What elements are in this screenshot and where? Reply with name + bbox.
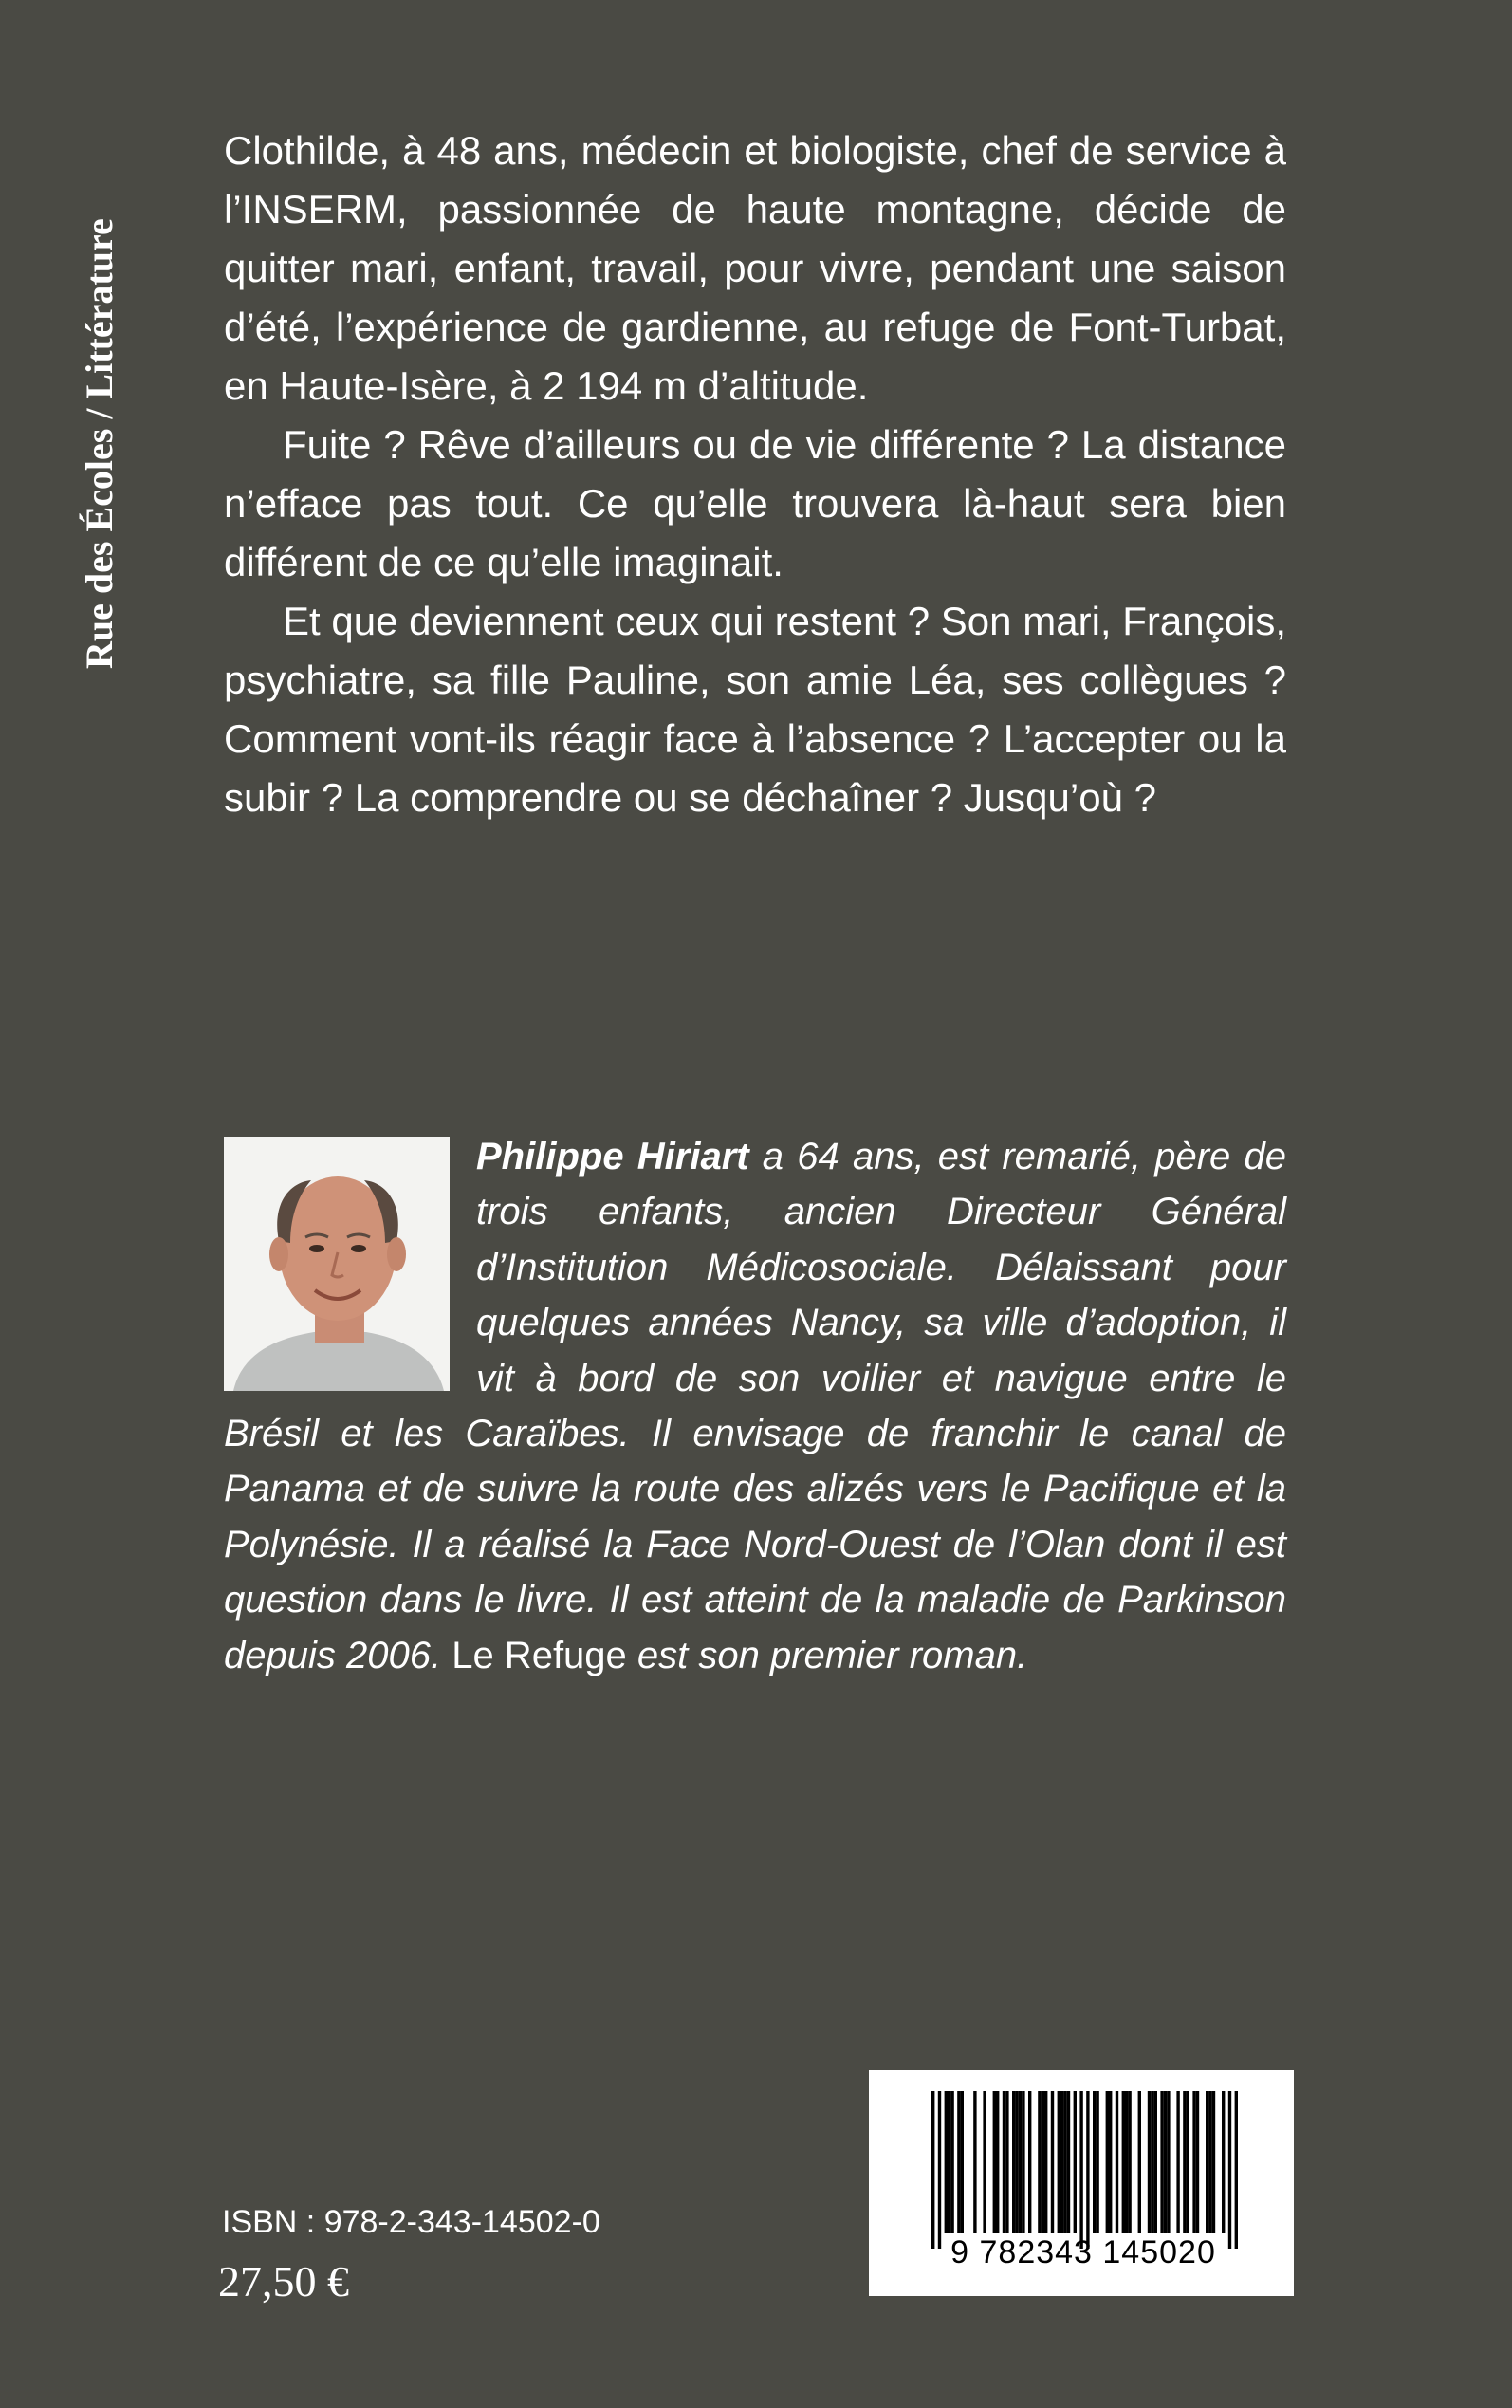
barcode-bar bbox=[1196, 2091, 1199, 2233]
barcode-digits: 9 782343 145020 bbox=[950, 2234, 1216, 2270]
barcode-bar bbox=[1164, 2091, 1167, 2233]
barcode-bar bbox=[1167, 2091, 1170, 2233]
barcode-bar bbox=[1235, 2091, 1238, 2249]
barcode-bar bbox=[1228, 2091, 1231, 2249]
barcode-bar bbox=[1058, 2091, 1060, 2233]
barcode-bar bbox=[1022, 2091, 1024, 2233]
synopsis-paragraph-2: Fuite ? Rêve d’ailleurs ou de vie différente ? La distance n’efface pas tout. Ce qu’elle trouvera là-haut sera bien différent de ce qu’elle imaginait. bbox=[224, 422, 1286, 584]
author-bio-text-2: est son premier roman. bbox=[626, 1634, 1028, 1676]
barcode-bar bbox=[1187, 2091, 1189, 2233]
barcode-bar bbox=[1086, 2091, 1089, 2249]
barcode-bar bbox=[931, 2091, 934, 2249]
barcode-bar bbox=[1093, 2091, 1096, 2233]
barcode-bar bbox=[1051, 2091, 1054, 2233]
barcode-bar bbox=[1019, 2091, 1022, 2233]
barcode-bar bbox=[948, 2091, 950, 2233]
book-title: Le Refuge bbox=[452, 1634, 627, 1676]
synopsis-paragraph-1: Clothilde, à 48 ans, médecin et biologiste, chef de service à l’INSERM, passionnée de haute montagne, décide de quitter mari, enfant, travail, pour vivre, pendant une saison d’été, l’expérience de gardienne, au refuge de Font-Turbat, en Haute-Isère, à 2 194 m d’altitude. bbox=[224, 128, 1286, 408]
barcode-bar bbox=[945, 2091, 948, 2233]
barcode-bar bbox=[1192, 2091, 1195, 2233]
barcode-bar bbox=[1005, 2091, 1008, 2233]
barcode-bar bbox=[1128, 2091, 1131, 2233]
barcode-bar bbox=[983, 2091, 986, 2233]
barcode-bar bbox=[996, 2091, 999, 2233]
barcode-bar bbox=[1003, 2091, 1005, 2233]
barcode-bar bbox=[1212, 2091, 1215, 2233]
barcode-bar bbox=[1015, 2091, 1018, 2233]
barcode-bar bbox=[1148, 2091, 1151, 2233]
barcode-bar bbox=[1176, 2091, 1179, 2233]
barcode-bar bbox=[973, 2091, 976, 2233]
barcode-bar bbox=[1151, 2091, 1153, 2233]
price-label: 27,50 € bbox=[218, 2257, 349, 2306]
barcode-bar bbox=[1154, 2091, 1157, 2233]
barcode-bar bbox=[950, 2091, 953, 2233]
barcode-bar bbox=[1109, 2091, 1112, 2233]
author-name: Philippe Hiriart bbox=[476, 1136, 749, 1177]
barcode-bar bbox=[1122, 2091, 1125, 2233]
barcode-bar bbox=[1138, 2091, 1141, 2233]
spine-label-area bbox=[52, 128, 120, 688]
barcode-bar bbox=[1028, 2091, 1031, 2233]
barcode-bar bbox=[961, 2091, 964, 2233]
barcode-bar bbox=[1106, 2091, 1109, 2233]
synopsis bbox=[224, 121, 1286, 827]
barcode-bar bbox=[1038, 2091, 1041, 2233]
barcode-bar bbox=[957, 2091, 960, 2233]
barcode-bar bbox=[1042, 2091, 1044, 2233]
barcode-bar bbox=[1222, 2091, 1225, 2233]
author-bio bbox=[224, 1129, 1286, 1683]
barcode-bar bbox=[993, 2091, 996, 2233]
collection-label: Rue des Écoles / Littérature bbox=[78, 218, 120, 669]
barcode bbox=[869, 2070, 1294, 2296]
author-photo bbox=[224, 1137, 450, 1391]
barcode-bar bbox=[938, 2091, 941, 2249]
author-portrait-image bbox=[224, 1137, 450, 1391]
author-bio-text-1: a 64 ans, est remarié, père de trois enfants, ancien Directeur Général d’Institution Médicosociale. Délaissant pour quelques années Nancy, sa ville d’adoption, il vit à bord de son voilier et navigue entre le Brésil et les Caraïbes. Il envisage de franchir le canal de Panama et de suivre la route des alizés vers le Pacifique et la Polynésie. Il a réalisé la Face Nord-Ouest de l’Olan dont il est question dans le livre. Il est atteint de la maladie de Parkinson depuis 2006. bbox=[224, 1136, 1286, 1676]
isbn-label: ISBN : 978-2-343-14502-0 bbox=[222, 2204, 600, 2240]
barcode-bar bbox=[1160, 2091, 1163, 2233]
barcode-bar bbox=[1044, 2091, 1047, 2233]
barcode-bar bbox=[1067, 2091, 1070, 2233]
barcode-bar bbox=[1012, 2091, 1015, 2233]
barcode-bar bbox=[1079, 2091, 1082, 2249]
barcode-bar bbox=[1074, 2091, 1077, 2233]
barcode-bar bbox=[1183, 2091, 1186, 2233]
barcode-bar bbox=[1063, 2091, 1066, 2233]
synopsis-paragraph-3: Et que deviennent ceux qui restent ? Son mari, François, psychiatre, sa fille Pauline, son amie Léa, ses collègues ? Comment vont-ils réagir face à l’absence ? L’accepter ou la subir ? La comprendre ou se déchaîner ? Jusqu’où ? bbox=[224, 599, 1286, 820]
barcode-bar bbox=[1116, 2091, 1118, 2233]
barcode-bar bbox=[1060, 2091, 1063, 2233]
barcode-bar bbox=[1096, 2091, 1098, 2233]
barcode-bar bbox=[1125, 2091, 1128, 2233]
barcode-bar bbox=[1208, 2091, 1211, 2233]
barcode-bar bbox=[1206, 2091, 1208, 2233]
